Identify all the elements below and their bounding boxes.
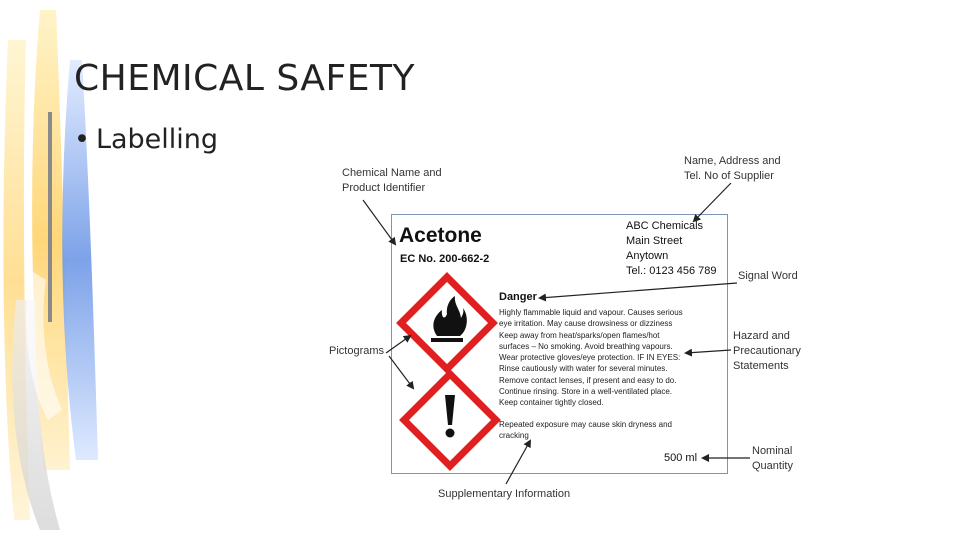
supplier-line: Tel.: 0123 456 789	[626, 265, 717, 277]
callout-line: Chemical Name and	[342, 167, 442, 179]
arrow-supplementary	[506, 441, 530, 484]
supplementary-information	[499, 419, 672, 442]
callout-line: Tel. No of Supplier	[684, 170, 774, 182]
hazard-line: Remove contact lenses, if present and easy to do.	[499, 375, 677, 385]
nominal-quantity: 500 ml	[664, 452, 698, 464]
hazard-line: eye irritation. May cause drowsiness or dizziness	[499, 319, 673, 329]
supplier-line: Anytown	[626, 250, 669, 262]
arrow-supplier	[694, 183, 731, 221]
slide-title: CHEMICAL SAFETY	[74, 58, 415, 99]
callout-line: Supplementary Information	[438, 488, 571, 500]
hazard-statements	[499, 307, 683, 409]
bullet-symbol: •	[74, 124, 90, 155]
supplementary-line: Repeated exposure may cause skin dryness and	[499, 420, 672, 429]
product-name: Acetone	[399, 224, 482, 247]
bullet-text: Labelling	[95, 124, 219, 155]
arrow-signal-word	[540, 283, 737, 298]
callout-line: Name, Address and	[684, 155, 781, 167]
hazard-line: surfaces – No smoking. Avoid breathing vapours.	[499, 341, 673, 351]
hazard-line: Continue rinsing. Store in a well-ventilated place.	[499, 387, 672, 397]
callout-line: Pictograms	[329, 345, 385, 357]
ec-number: EC No. 200-662-2	[400, 253, 490, 265]
exclamation-mark-icon	[404, 374, 496, 466]
callout-line: Quantity	[752, 460, 793, 472]
callout-nominal-quantity	[752, 444, 793, 474]
callout-line: Statements	[733, 360, 789, 372]
supplementary-line: cracking	[499, 431, 529, 441]
hazard-line: Wear protective gloves/eye protection. IF IN EYES:	[499, 353, 681, 363]
callout-signal-word	[738, 269, 798, 284]
callout-line: Hazard and	[733, 330, 790, 342]
flame-icon	[401, 277, 493, 369]
callout-hazard	[733, 329, 801, 374]
arrow-hazard	[686, 350, 731, 353]
supplier-details	[626, 219, 717, 279]
signal-word: Danger	[499, 291, 537, 303]
hazard-line: Highly flammable liquid and vapour. Causes serious	[499, 308, 683, 317]
callout-supplier	[684, 154, 781, 184]
callout-line: Signal Word	[738, 270, 798, 282]
callout-chemical-name	[342, 166, 442, 196]
arrow-pictogram-1	[386, 336, 410, 353]
supplier-line: Main Street	[626, 235, 683, 247]
callout-line: Product Identifier	[342, 182, 426, 194]
hazard-line: Rinse cautiously with water for several minutes.	[499, 364, 668, 374]
arrow-chemical-name	[363, 200, 395, 244]
hazard-line: Keep away from heat/sparks/open flames/hot	[499, 330, 660, 340]
hazard-line: Keep container tightly closed.	[499, 398, 604, 408]
callout-supplementary	[438, 487, 570, 502]
arrow-pictogram-2	[389, 356, 413, 388]
callout-line: Precautionary	[733, 345, 801, 357]
callout-line: Nominal	[752, 445, 793, 457]
supplier-line: ABC Chemicals	[626, 220, 704, 232]
callout-pictograms	[329, 344, 384, 359]
